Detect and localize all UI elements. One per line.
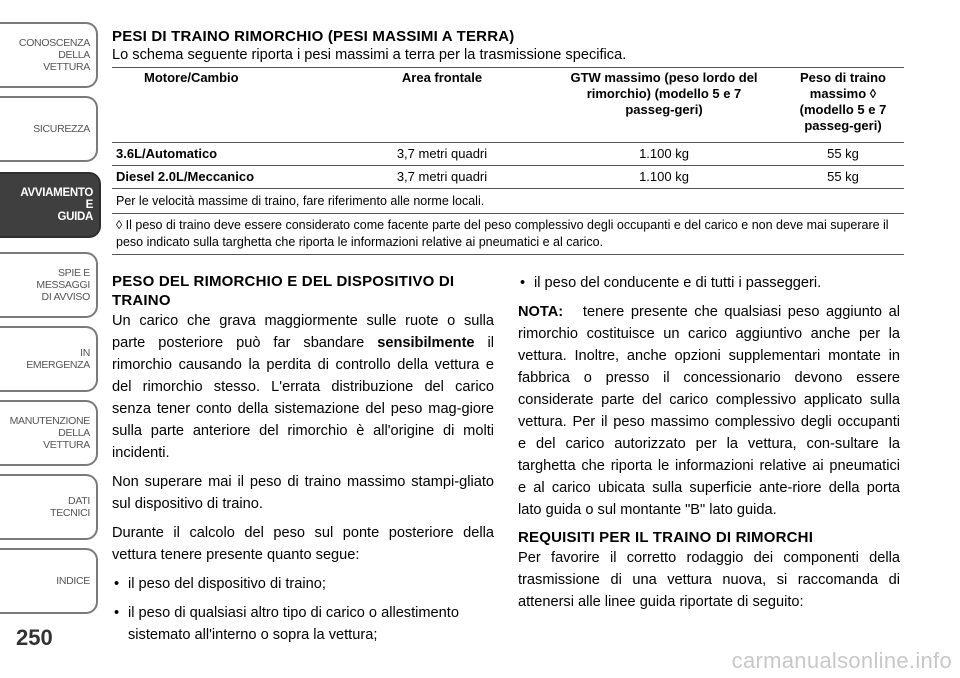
tab-label: MANUTENZIONE DELLA VETTURA [9,415,90,451]
cell-gtw: 1.100 kg [546,166,782,189]
bullet-item: • il peso di qualsiasi altro tipo di carico o allestimento sistemato all'interno o sopra la vettura; [112,602,494,646]
table-note-weight: ◊ Il peso di traino deve essere considerato come facente parte del peso complessivo degli occupanti e del carico e non deve mai superare il peso indicato sulla targhetta che riporta le informazioni relative ai pneumatici e al carico. [112,214,904,255]
watermark: carmanualsonline.info [731,648,952,673]
note-paragraph [518,301,900,521]
table-note-row [112,214,904,255]
table-note-row [112,189,904,214]
paragraph: Per favorire il corretto rodaggio dei componenti della trasmissione di una vettura nuova, si raccomanda di attenersi alle linee guida riportate di seguito: [518,550,900,610]
tab-label: CONOSCENZA DELLA VETTURA [18,37,90,73]
page-number: 250 [16,625,53,650]
tab-manutenzione[interactable] [0,400,98,466]
tab-label: SICUREZZA [33,123,90,135]
bold-text: sensibilmente [377,335,475,351]
tab-sicurezza[interactable] [0,96,98,162]
tow-weights-table [112,67,904,255]
tab-label: SPIE E MESSAGGI DI AVVISO [36,267,90,303]
main-content [112,28,904,255]
left-column [112,272,494,646]
col-header-motore: Motore/Cambio [112,68,338,143]
col-header-peso-traino: Peso di traino massimo ◊ (modello 5 e 7 passeg-geri) [782,68,904,143]
paragraph [112,310,494,464]
section-title: PESI DI TRAINO RIMORCHIO (PESI MASSIMI A TERRA) [112,28,515,45]
cell-engine: 3.6L/Automatico [112,143,338,166]
tab-label: AVVIAMENTO E GUIDA [20,187,93,223]
table-note-speed: Per le velocità massime di traino, fare riferimento alle norme locali. [112,189,904,214]
right-column [518,272,900,613]
tab-emergenza[interactable] [0,326,98,392]
table-row [112,166,904,189]
tab-label: IN EMERGENZA [26,347,90,371]
col-header-area: Area frontale [338,68,546,143]
tab-indice[interactable] [0,548,98,614]
cell-engine: Diesel 2.0L/Meccanico [112,166,338,189]
cell-tongue: 55 kg [782,166,904,189]
tab-spie-messaggi[interactable] [0,252,98,318]
tab-dati-tecnici[interactable] [0,474,98,540]
cell-gtw: 1.100 kg [546,143,782,166]
left-title: PESO DEL RIMORCHIO E DEL DISPOSITIVO DI TRAINO [112,273,455,309]
tab-label: INDICE [56,575,90,587]
tab-conoscenza-vettura[interactable] [0,22,98,88]
cell-area: 3,7 metri quadri [338,166,546,189]
paragraph: Non superare mai il peso di traino massimo stampi-gliato sul dispositivo di traino. [112,474,494,512]
paragraph-text: Un carico che grava maggiormente sulle ruote o sulla parte posteriore può far sbandare [112,313,494,351]
table-row [112,143,904,166]
section-title-requisiti: REQUISITI PER IL TRAINO DI RIMORCHI [518,529,814,546]
cell-area: 3,7 metri quadri [338,143,546,166]
col-header-gtw: GTW massimo (peso lordo del rimorchio) (modello 5 e 7 passeg-geri) [546,68,782,143]
paragraph-text: il rimorchio causando la perdita di controllo della vettura e del rimorchio stesso. L'errata distribuzione del carico senza tener conto della sistemazione del peso mag-giore sulla parte anteriore del rimorchio è all'origine di molti incidenti. [112,335,494,461]
tab-avviamento-guida[interactable] [0,172,101,238]
note-text: tenere presente che qualsiasi peso aggiunto al rimorchio costituisce un carico aggiuntivo anche per la vettura. Inoltre, anche opzioni supplementari montate in fabbrica o presso il concessionario devono essere considerate parte del carico complessivo applicato sulla vettura. Per il peso massimo complessivo degli occupanti e del carico autorizzato per la vettura, con-sultare la targhetta che riporta le informazioni relative ai pneumatici e al carico ubicata sulla superficie ante-riore della porta lato guida o sul montante "B" lato guida. [518,304,900,518]
tab-label: DATI TECNICI [50,495,90,519]
bullet-item: • il peso del dispositivo di traino; [112,573,494,595]
section-intro: Lo schema seguente riporta i pesi massimi a terra per la trasmissione specifica. [112,47,627,63]
paragraph: Durante il calcolo del peso sul ponte posteriore della vettura tenere presente quanto segue: [112,525,494,563]
bullet-item: • il peso del conducente e di tutti i passeggeri. [518,272,900,294]
cell-tongue: 55 kg [782,143,904,166]
note-label: NOTA: [518,304,564,320]
